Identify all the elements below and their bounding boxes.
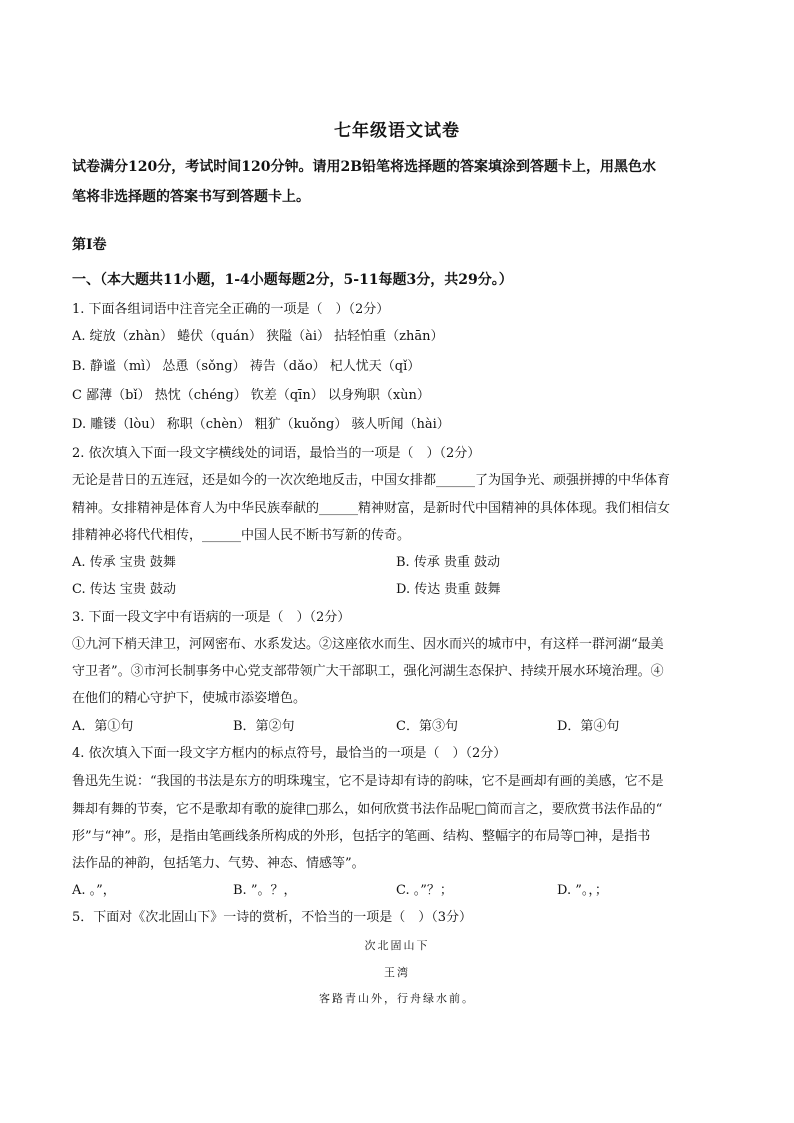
- q4-option-b: B. ”。？，: [233, 883, 297, 898]
- q2-passage-3: 排精神必将代代相传，______中国人民不断书写新的传奇。: [72, 528, 411, 543]
- instructions-line-1: 试卷满分120分，考试时间120分钟。请用2B铅笔将选择题的答案填涂到答题卡上，用黑色水: [72, 159, 657, 175]
- q4-option-d: D. ”。，；: [557, 883, 608, 898]
- instructions-line-2: 笔将非选择题的答案书写到答题卡上。: [72, 189, 310, 205]
- q1-option-b: B. 静谧（mì） 怂恿（sǒng） 祷告（dǎo） 杞人忧天（qǐ）: [72, 359, 421, 374]
- q4-passage-3: 形”与“神”。形，是指由笔画线条所构成的外形，包括字的笔画、结构、整幅字的布局等□神，是指书: [72, 829, 651, 844]
- q3-passage-1: ①九河下梢天津卫，河网密布、水系发达。②这座依水而生、因水而兴的城市中，有这样一群河湖“最美: [72, 637, 664, 652]
- q1-option-a: A. 绽放（zhàn） 蜷伏（quán） 狭隘（ài） 拈轻怕重（zhān）: [72, 329, 444, 344]
- q2-option-c: C. 传达 宝贵 鼓动: [72, 582, 177, 597]
- part-heading: 一、（本大题共11小题，1-4小题每题2分，5-11每题3分，共29分。）: [72, 272, 513, 288]
- q1-option-c: C 鄙薄（bǐ） 热忱（chéng） 钦差（qīn） 以身殉职（xùn）: [72, 388, 430, 403]
- poem-author: 王湾: [384, 966, 410, 979]
- q3-passage-2: 守卫者”。③市河长制事务中心党支部带领广大干部职工，强化河湖生态保护、持续开展水环境治理。④: [72, 664, 664, 679]
- q2-option-d: D. 传达 贵重 鼓舞: [396, 582, 501, 597]
- poem-line-1: 客路青山外，行舟绿水前。: [319, 992, 475, 1005]
- q3-option-d: D．第④句: [557, 719, 620, 734]
- q3-stem: 3. 下面一段文字中有语病的一项是（ ）（2分）: [72, 610, 351, 625]
- q5-stem: 5．下面对《次北固山下》一诗的赏析，不恰当的一项是（ ）（3分）: [72, 910, 473, 925]
- q2-option-b: B. 传承 贵重 鼓动: [396, 555, 501, 570]
- q4-option-a: A. 。”，: [72, 883, 116, 898]
- q3-option-b: B．第②句: [233, 719, 295, 734]
- q4-option-c: C. 。”？；: [396, 883, 453, 898]
- q1-option-d: D. 雕镂（lòu） 称职（chèn） 粗犷（kuǒng） 骇人听闻（hài）: [72, 417, 450, 432]
- q3-option-a: A．第①句: [72, 719, 134, 734]
- q1-stem: 1. 下面各组词语中注音完全正确的一项是（ ）（2分）: [72, 302, 390, 317]
- q2-passage-1: 无论是昔日的五连冠，还是如今的一次次绝地反击，中国女排都______了为国争光、顽强拼搏的中华体育: [72, 473, 671, 488]
- q2-passage-2: 精神。女排精神是体育人为中华民族奉献的______精神财富，是新时代中国精神的具体体现。我们相信女: [72, 501, 671, 516]
- poem-title: 次北固山下: [364, 939, 430, 952]
- q2-option-a: A. 传承 宝贵 鼓舞: [72, 555, 176, 570]
- q4-passage-1: 鲁迅先生说：“我国的书法是东方的明珠瑰宝，它不是诗却有诗的韵味，它不是画却有画的美感，它不是: [72, 774, 664, 789]
- q4-passage-4: 法作品的神韵，包括笔力、气势、神态、情感等”。: [72, 856, 365, 871]
- q4-passage-2: 舞却有舞的节奏，它不是歌却有歌的旋律□那么，如何欣赏书法作品呢□简而言之，要欣赏书法作品的“: [72, 802, 663, 817]
- q2-stem: 2. 依次填入下面一段文字横线处的词语，最恰当的一项是（ ）（2分）: [72, 446, 481, 461]
- exam-title: 七年级语文试卷: [334, 121, 460, 141]
- q3-option-c: C．第③句: [396, 719, 458, 734]
- q3-passage-3: 在他们的精心守护下，使城市添姿增色。: [72, 691, 307, 706]
- q4-stem: 4. 依次填入下面一段文字方框内的标点符号，最恰当的一项是（ ）（2分）: [72, 746, 507, 761]
- section-label: 第Ⅰ卷: [72, 237, 107, 253]
